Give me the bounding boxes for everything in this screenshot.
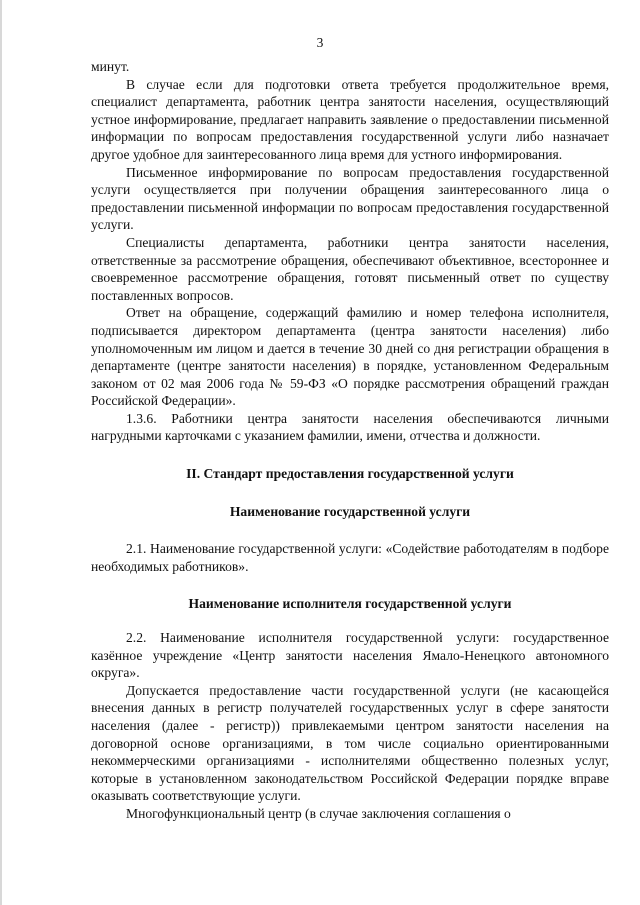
paragraph: Многофункциональный центр (в случае заключения соглашения о (126, 805, 511, 821)
document-body (91, 58, 609, 823)
page-number: 3 (316, 35, 324, 50)
paragraph: В случае если для подготовки ответа требуется продолжительное время, специалист департамента, работник центра занятости населения, осуществляющий устное информирование, предлагает направить заявление о предоставлении письменной информации по вопросам предоставления государственной услуги либо назначает другое удобное для заинтересованного лица время для устного информирования. (91, 76, 609, 162)
paragraph: 2.1. Наименование государственной услуги: «Содействие работодателям в подборе необходимых работников». (91, 541, 609, 574)
section-title: II. Стандарт предоставления государственной услуги (186, 466, 514, 482)
paragraph: минут. (91, 59, 130, 74)
scan-edge (0, 0, 2, 905)
paragraph: Письменное информирование по вопросам предоставления государственной услуги осуществляется при получении обращения заинтересованного лица о предоставлении письменной информации по вопросам предоставления государственной услуги. (91, 164, 609, 233)
paragraph: 1.3.6. Работники центра занятости населения обеспечиваются личными нагрудными карточками с указанием фамилии, имени, отчества и должности. (91, 410, 609, 444)
paragraph: Специалисты департамента, работники центра занятости населения, ответственные за рассмотрение обращения, обеспечивают объективное, всестороннее и своевременное рассмотрение обращения, готовят письменный ответ по существу поставленных вопросов. (91, 234, 609, 303)
paragraph: Ответ на обращение, содержащий фамилию и номер телефона исполнителя, подписывается директором департамента (центра занятости населения) либо уполномоченным им лицом и дается в течение 30 дней со дня регистрации обращения в департаменте (центре занятости населения) в порядке, установленном Федеральным законом от 02 мая 2006 года № 59-ФЗ «О порядке рассмотрения обращений граждан Российской Федерации». (91, 305, 609, 409)
subheading: Наименование государственной услуги (229, 503, 471, 519)
subheading: Наименование исполнителя государственной услуги (188, 596, 512, 612)
paragraph: Допускается предоставление части государственной услуги (не касающейся внесения данных в регистр получателей государственных услуг в сфере занятости населения (далее - регистр)) привлекаемыми центром занятости населения на договорной основе организациями, в том числе социально ориентированными некоммерческими организациями - исполнителями общественно полезных услуг, которые в установленном законодательством Российской Федерации порядке вправе оказывать соответствующие услуги. (91, 682, 609, 804)
paragraph: 2.2. Наименование исполнителя государственной услуги: государственное казённое учреждение «Центр занятости населения Ямало-Ненецкого автономного округа». (91, 630, 609, 681)
